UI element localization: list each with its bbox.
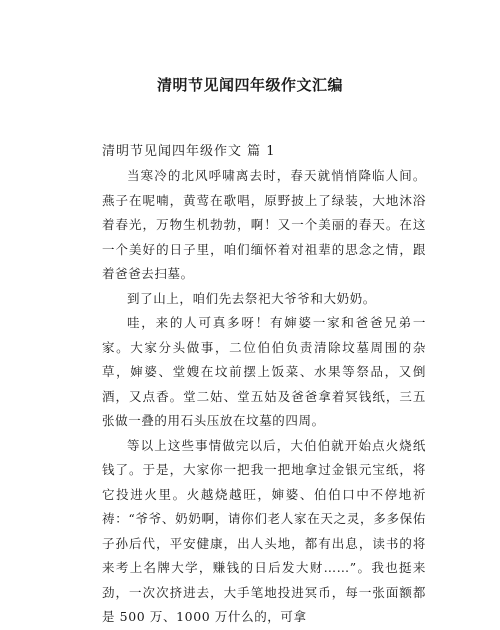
paragraph: 哇，来的人可真多呀！有婶婆一家和爸爸兄弟一家。大家分头做事，二位伯伯负责清除坟墓周围的杂草，婶婆、堂嫂在坟前摆上饭菜、水果等祭品，又倒酒，又点香。堂二姑、堂五姑及爸爸拿着冥钱纸，三五张做一叠的用石头压放在坟墓的四周。 <box>102 315 426 428</box>
paragraph: 到了山上，咱们先去祭祀大爷爷和大奶奶。 <box>127 290 376 306</box>
article-body <box>102 164 426 630</box>
document-title: 清明节见闻四年级作文汇编 <box>156 76 343 94</box>
paragraph: 当寒冷的北风呼啸离去时，春天就悄悄降临人间。燕子在呢喃，黄莺在歌唱，原野披上了绿装，大地沐浴着春光，万物生机勃勃，啊！又一个美丽的春天。在这一个美好的日子里，咱们缅怀着对祖辈的思念之情，跟着爸爸去扫墓。 <box>102 168 426 281</box>
section-heading: 清明节见闻四年级作文 篇 1 <box>102 144 276 159</box>
paragraph: 等以上这些事情做完以后，大伯伯就开始点火烧纸钱了。于是，大家你一把我一把地拿过金银元宝纸，将它投进火里。火越烧越旺，婶婆、伯伯口中不停地祈祷：“爷爷、奶奶啊，请你们老人家在天之灵，多多保佑子孙后代，平安健康，出人头地，都有出息，读书的将来考上名牌大学，赚钱的日后发大财……”。我也挺来劲，一次次挤进去，大手笔地投进冥币，每一张面额都是 500 万、1000 万什么的，可拿 <box>102 437 426 624</box>
